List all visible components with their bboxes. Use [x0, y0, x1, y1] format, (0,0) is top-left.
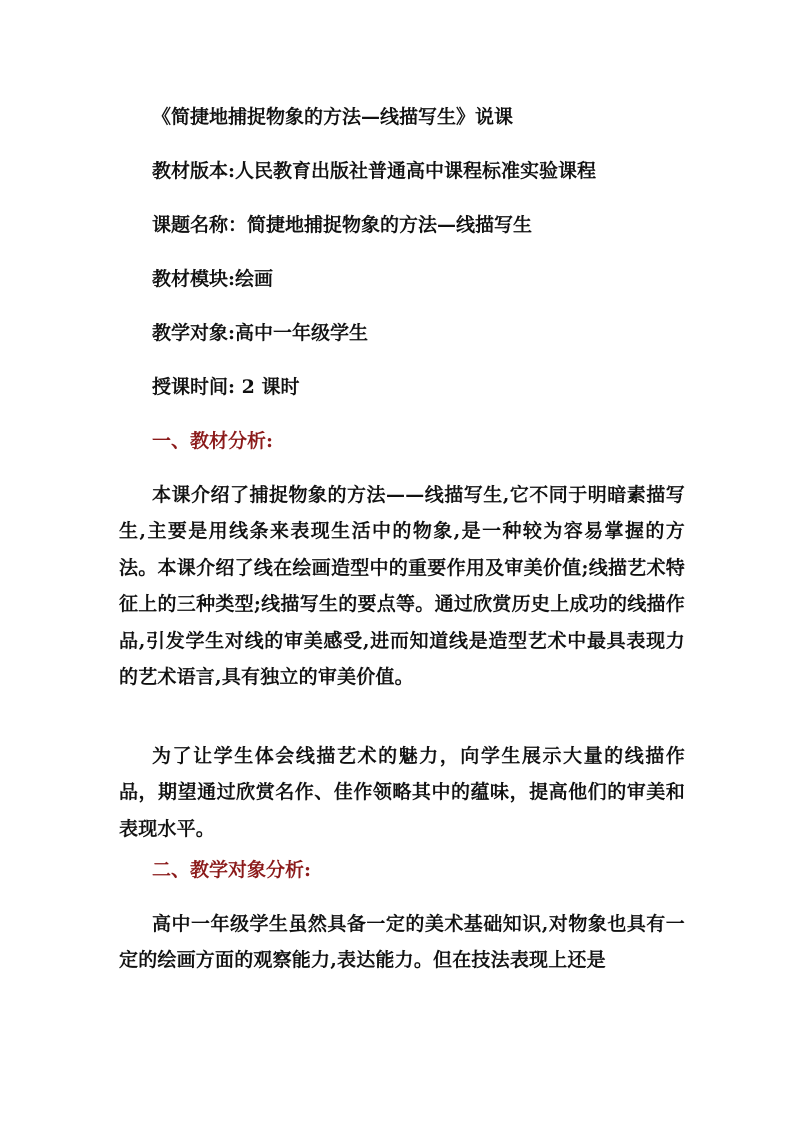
document-title: 《简捷地捕捉物象的方法—线描写生》说课 — [152, 106, 514, 128]
paragraph-teaching-goal: 为了让学生体会线描艺术的魅力，向学生展示大量的线描作品，期望通过欣赏名作、佳作领略其中的蕴味，提高他们的审美和表现水平。 — [119, 745, 685, 840]
meta-duration: 授课时间: 2 课时 — [152, 376, 300, 398]
meta-module: 教材模块:绘画 — [152, 268, 274, 290]
meta-audience: 教学对象:高中一年级学生 — [152, 322, 369, 344]
meta-lesson-name: 课题名称：简捷地捕捉物象的方法—线描写生 — [152, 214, 533, 236]
section-heading-student-analysis: 二、教学对象分析: — [152, 859, 312, 881]
paragraph-student-analysis: 高中一年级学生虽然具备一定的美术基础知识,对物象也具有一定的绘画方面的观察能力,表达能力。但在技法表现上还是 — [119, 913, 685, 972]
meta-textbook-edition: 教材版本:人民教育出版社普通高中课程标准实验课程 — [152, 160, 597, 182]
section-heading-textbook-analysis: 一、教材分析: — [152, 430, 274, 452]
paragraph-textbook-analysis: 本课介绍了捕捉物象的方法——线描写生,它不同于明暗素描写生,主要是用线条来表现生活中的物象,是一种较为容易掌握的方法。本课介绍了线在绘画造型中的重要作用及审美价值;线描艺术特征上的三种类型;线描写生的要点等。通过欣赏历史上成功的线描作品,引发学生对线的审美感受,进而知道线是造型艺术中最具表现力的艺术语言,具有独立的审美价值。 — [119, 484, 685, 689]
